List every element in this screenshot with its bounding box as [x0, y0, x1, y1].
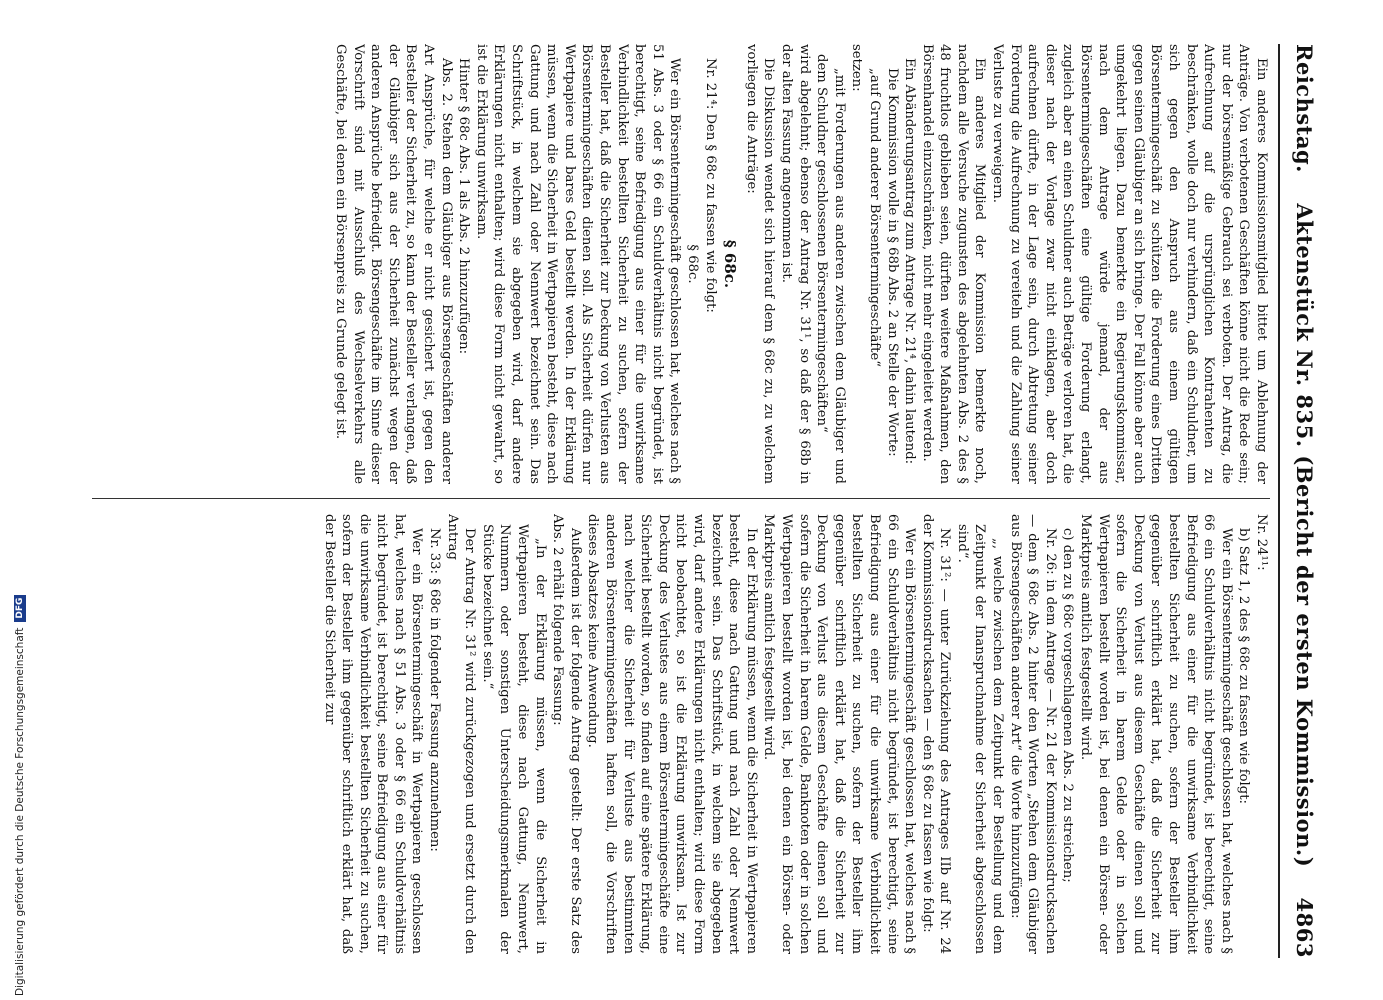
paragraph: § 68c.	[721, 239, 740, 289]
paragraph: „, welche zwischen dem Zeitpunkt der Bestellung und dem Zeitpunkt der Inanspruchnahme der Sicherheit abgeschlossen sind“.	[954, 524, 1006, 954]
paragraph: Nr. 33: § 68c in folgender Fassung anzunehmen:	[427, 528, 443, 852]
paragraph: Ein anderes Kommissionsmitglied bittet um Ablehnung der Anträge. Von verbotenen Geschäften könne nicht die Rede sein; nur der börsenmäßige Gebrauch sei verboten. Der Antrag, die Aufrechnung auf die ursprünglichen Kontrahenten zu beschränken, wolle doch nur verhindern, daß ein Schuldner, um sich gegen den Anspruch aus einem gültigen Börsentermingeschäft zu schützen die Forderung eines Dritten gegen seinen Gläubiger an sich bringe. Der Fall könne aber auch umgekehrt liegen. Dazu bemerkte ein Regierungskommissar, nach dem Antrage würde jemand, der aus Börsentermingeschäften eine gültige Forderung erlangt, zugleich aber an einen Schuldner auch Beträge verloren hat, die dieser nach der Vorlage zwar nicht einklagen, aber doch aufrechnen dürfte, in der Lage sein, durch Abtretung seiner Forderung die Aufrechnung zu vereiteln und die Zahlung seiner Verluste zu verweigern.	[990, 44, 1269, 484]
credit-text: Digitalisierung gefördert durch die Deutsche Forschungsgemeinschaft	[14, 627, 26, 996]
paragraph: Die Kommission wolle in § 68b Abs. 2 an Stelle der Worte:	[884, 68, 900, 457]
paragraph: Abs. 2. Stehen dem Gläubiger aus Börsengeschäften anderer Art Ansprüche, für welche er nicht gesichert ist, gegen den Besteller der Sicherheit zu, so kann der Besteller verlangen, daß der Gläubiger sich aus der Sicherheit zunächst wegen der anderen Ansprüche befriedigt. Börsengeschäfte im Sinne dieser Vorschrift sind mit Ausschluß des Wechselverkehrs alle Geschäfte, bei denen ein Börsenpreis zu Grunde gelegt ist.	[333, 44, 454, 484]
paragraph: Hinter § 68c Abs. 1 als Abs. 2 hinzuzufügen:	[456, 58, 472, 355]
paragraph: „mit Forderungen aus anderen zwischen dem Gläubiger und dem Schuldner geschlossenen Börsentermingeschäften“	[814, 54, 847, 484]
paragraph: Wer ein Börsentermingeschäft in Wertpapieren geschlossen hat, welches nach § 51 Abs. 3 oder § 66 ein Schuldverhältnis nicht begründet, ist berechtigt, seine Befriedigung aus einer für die unwirksame Verbindlichkeit bestellten Sicherheit zu suchen, sofern der Besteller ihm gegenüber schriftlich erklärt hat, daß der Besteller die Sicherheit zur	[321, 514, 425, 954]
right-column	[64, 514, 1270, 954]
paragraph: In der Erklärung müssen, wenn die Sicherheit in Wertpapieren besteht, diese nach Gattung und nach Zahl oder Nennwert bezeichnet sein. Das Schriftstück, in welchem sie abgegeben wird, darf andere Erklärungen nicht enthalten; wird diese Form nicht beobachtet, so ist die Erklärung unwirksam. Ist zur Deckung des Verlustes aus einem Börsentermingeschäfte eine Sicherheit bestellt worden, so finden auf eine spätere Erklärung, nach welcher die Sicherheit für Verluste aus bestimmten anderen Börsentermingeschäften haften soll, die Vorschriften dieses Absatzes keine Anwendung.	[585, 514, 759, 954]
paragraph: setzen:	[849, 44, 865, 92]
paragraph: Wer ein Börsentermingeschäft geschlossen hat, welches nach § 66 ein Schuldverhältnis nicht begründet, ist berechtigt, seine Befriedigung aus einer für die unwirksame Verbindlichkeit bestellten Sicherheit zu suchen, sofern der Besteller ihm gegenüber schriftlich erklärt hat, daß die Sicherheit zur Deckung von Verlust aus diesem Geschäfte dienen soll und sofern die Sicherheit in barem Gelde oder in solchen Wertpapieren bestellt worden ist, bei denen ein Börsen- oder Marktpreis amtlich festgestellt wird.	[1078, 514, 1234, 954]
digitization-sidebar	[0, 0, 26, 1000]
paragraph: Wer ein Börsentermingeschäft geschlossen hat, welches nach § 66 ein Schuldverhältnis nicht begründet, ist berechtigt, seine Befriedigung aus einer für die unwirksame Verbindlichkeit bestellten Sicherheit zu suchen, sofern der Besteller ihm gegenüber schriftlich erklärt hat, daß die Sicherheit zur Deckung von Verlust aus diesem Geschäfte dienen soll und sofern die Sicherheit in barem Gelde, Banknoten oder in solchen Wertpapieren bestellt worden ist, bei denen ein Börsen- oder Marktpreis amtlich festgestellt wird.	[761, 514, 918, 954]
paragraph: wird abgelehnt; ebenso der Antrag Nr. 31¹, so daß der § 68b in der alten Fassung angenommen ist.	[778, 44, 812, 484]
document-page	[52, 22, 1332, 982]
dfg-logo: DFG	[14, 595, 26, 622]
paragraph: Nr. 24¹¹:	[1254, 514, 1269, 571]
header-title: Aktenstück Nr. 835. (Bericht der ersten Kommission.)	[1292, 203, 1318, 868]
paragraph: Nr. 31²: — unter Zurückziehung des Antrages IIb auf Nr. 24 der Kommissionsdrucksachen — den § 68c zu fassen wie folgt:	[919, 514, 953, 954]
header-left: Reichstag.	[1292, 44, 1318, 173]
paragraph: Nr. 21⁴: Den § 68c zu fassen wie folgt:	[702, 58, 718, 313]
paragraph: Die Diskussion wendet sich hierauf dem § 68c zu, zu welchem vorliegen die Anträge:	[743, 44, 777, 484]
paragraph: Ein anderes Mitglied der Kommission bemerkte noch, nachdem alle Versuche zugunsten des abgelehnten Abs. 2 des § 48 fruchtlos geblieben seien, dürften weitere Maßnahmen, den Börsenhandel einzuschränken, nicht mehr eingeleitet werden.	[919, 44, 988, 484]
paragraph: c) den zu § 68c vorgeschlagenen Abs. 2 zu streichen;	[1060, 528, 1076, 883]
paragraph: b) Satz 1, 2 des § 68c zu fassen wie folgt:	[1236, 528, 1252, 804]
paragraph: Der Antrag Nr. 31² wird zurückgezogen und ersetzt durch den Antrag	[444, 514, 478, 954]
paragraph: Ein Abänderungsantrag zum Antrage Nr. 21⁴, dahin lautend:	[902, 58, 918, 465]
paragraph: Außerdem ist der folgende Antrag gestellt: Der erste Satz des Abs. 2 erhält folgende Fassung:	[550, 514, 583, 954]
paragraph: Nr. 26: in dem Antrage — Nr. 21 der Kommissionsdrucksachen — dem § 68c Abs. 2 hinter den Worten „Stehen dem Gläubiger aus Börsengeschäften anderer Art“ die Worte hinzuzufügen:	[1007, 514, 1058, 954]
header-rule	[1278, 44, 1280, 958]
paragraph: „auf Grund anderer Börsentermingeschäfte“	[866, 68, 882, 368]
page-header	[1282, 44, 1328, 958]
digitization-credit	[14, 595, 26, 996]
left-column	[64, 44, 1270, 484]
paragraph: § 68c.	[685, 244, 700, 284]
paragraph: Wer ein Börsentermingeschäft geschlossen hat, welches nach § 51 Abs. 3 oder § 66 ein Schuldverhältnis nicht begründet, ist berechtigt, seine Befriedigung aus einer für die unwirksame Verbindlichkeit bestellten Sicherheit zu suchen, sofern der Besteller hat, daß die Sicherheit zur Deckung von Verlusten aus Börsentermingeschäften dienen soll. Als Sicherheit dürfen nur Wertpapiere und bares Geld bestellt werden. In der Erklärung müssen, wenn die Sicherheit in Wertpapieren besteht, diese nach Gattung und nach Zahl oder Nennwert bezeichnet sein. Das Schriftstück, in welchem sie abgegeben wird, darf andere Erklärungen nicht enthalten; wird diese Form nicht gewahrt, so ist die Erklärung unwirksam.	[473, 44, 683, 484]
paragraph: „In der Erklärung müssen, wenn die Sicherheit in Wertpapieren besteht, diese nach Gattung, Nennwert, Nummern oder sonstigen Unterscheidungsmerkmalen der Stücke bezeichnet sein.“	[479, 524, 548, 954]
page-number: 4863	[1292, 897, 1318, 958]
column-divider	[92, 498, 1270, 499]
